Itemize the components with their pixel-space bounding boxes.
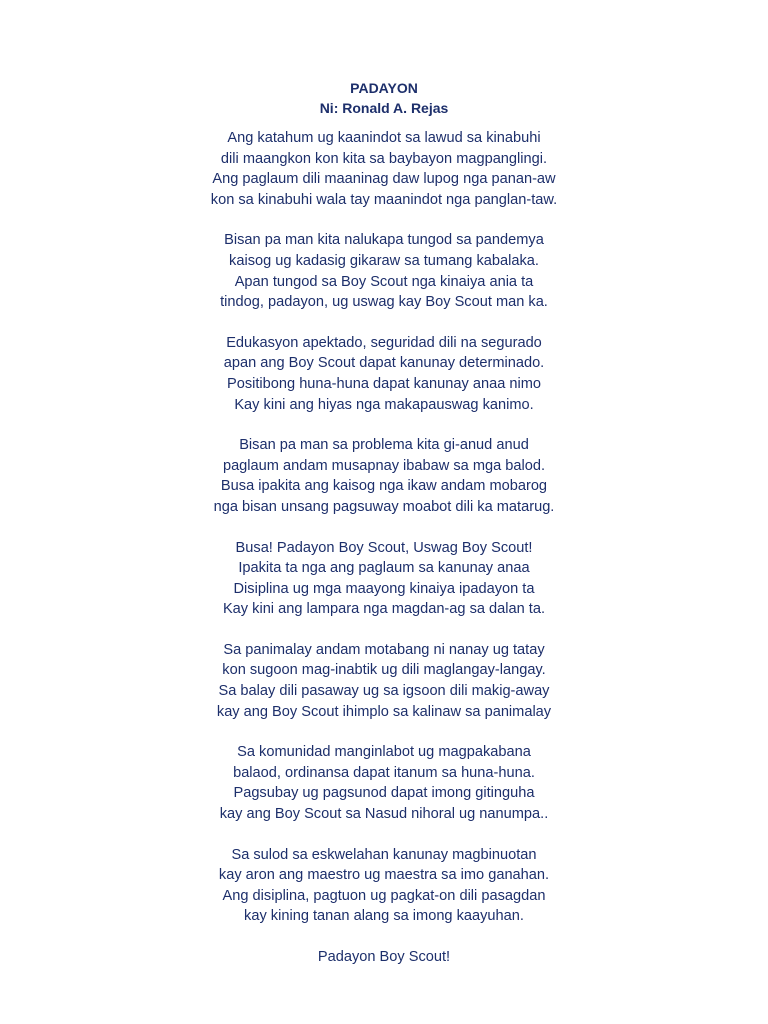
poem-line: kay ang Boy Scout sa Nasud nihoral ug nanumpa.. — [219, 806, 549, 823]
poem-line: balaod, ordinansa dapat itanum sa huna-huna. — [233, 764, 535, 781]
poem-line: Kay kini ang hiyas nga makapauswag kanimo. — [234, 396, 534, 413]
poem-line: kon sugoon mag-inabtik ug dili maglangay-langay. — [222, 662, 546, 679]
poem-title: PADAYON — [350, 80, 418, 96]
poem-line: nga bisan unsang pagsuway moabot dili ka matarug. — [213, 498, 555, 515]
stanza-7 — [0, 742, 768, 824]
poem-line: apan ang Boy Scout dapat kanunay determinado. — [223, 355, 545, 372]
poem-line: Apan tungod sa Boy Scout nga kinaiya ania ta — [234, 273, 534, 290]
poem-line: Ipakita ta nga ang paglaum sa kanunay anaa — [238, 560, 530, 577]
stanza-5 — [0, 538, 768, 620]
poem-page — [0, 78, 768, 968]
poem-line: Kay kini ang lampara nga magdan-ag sa dalan ta. — [222, 601, 546, 618]
poem-line: kay kining tanan alang sa imong kaayuhan. — [244, 908, 524, 925]
poem-line: Sa panimalay andam motabang ni nanay ug tatay — [223, 641, 545, 658]
poem-author: Ni: Ronald A. Rejas — [319, 100, 449, 116]
poem-line: Edukasyon apektado, seguridad dili na segurado — [226, 334, 542, 351]
poem-line: Sa balay dili pasaway ug sa igsoon dili makig-away — [218, 683, 550, 700]
poem-line: Positibong huna-huna dapat kanunay anaa nimo — [226, 375, 541, 392]
poem-line: Busa! Padayon Boy Scout, Uswag Boy Scout! — [235, 539, 533, 556]
poem-line: Ang paglaum dili maaninag daw lupog nga panan-aw — [212, 171, 556, 188]
poem-line: Disiplina ug mga maayong kinaiya ipadayon ta — [233, 580, 535, 597]
poem-line: Bisan pa man sa problema kita gi-anud anud — [239, 437, 529, 454]
poem-line: Ang katahum ug kaanindot sa lawud sa kinabuhi — [227, 130, 541, 146]
poem-line: Ang disiplina, pagtuon ug pagkat-on dili pasagdan — [222, 887, 546, 904]
poem-closing: Padayon Boy Scout! — [317, 949, 451, 965]
poem-line: kay aron ang maestro ug maestra sa imo ganahan. — [218, 867, 550, 884]
poem-line: Sa komunidad manginlabot ug magpakabana — [237, 744, 531, 761]
poem-line: kon sa kinabuhi wala tay maanindot nga panglan-taw. — [210, 191, 558, 208]
stanza-6 — [0, 640, 768, 722]
stanza-4 — [0, 435, 768, 517]
poem-line: Pagsubay ug pagsunod dapat imong gitinguha — [233, 785, 535, 802]
poem-line: paglaum andam musapnay ibabaw sa mga balod. — [222, 457, 546, 474]
poem-line: Sa sulod sa eskwelahan kanunay magbinuotan — [231, 846, 537, 863]
poem-line: Bisan pa man kita nalukapa tungod sa pandemya — [224, 232, 544, 249]
poem-line: tindog, padayon, ug uswag kay Boy Scout man ka. — [220, 294, 548, 311]
poem-line: Busa ipakita ang kaisog nga ikaw andam mobarog — [220, 478, 548, 495]
stanza-1 — [0, 128, 768, 210]
poem-line: kay ang Boy Scout ihimplo sa kalinaw sa panimalay — [216, 703, 552, 720]
stanza-8 — [0, 845, 768, 927]
poem-line: dili maangkon kon kita sa baybayon magpanglingi. — [220, 150, 548, 167]
stanza-3 — [0, 333, 768, 415]
poem-line: kaisog ug kadasig gikaraw sa tumang kabalaka. — [229, 252, 539, 269]
stanza-2 — [0, 230, 768, 312]
